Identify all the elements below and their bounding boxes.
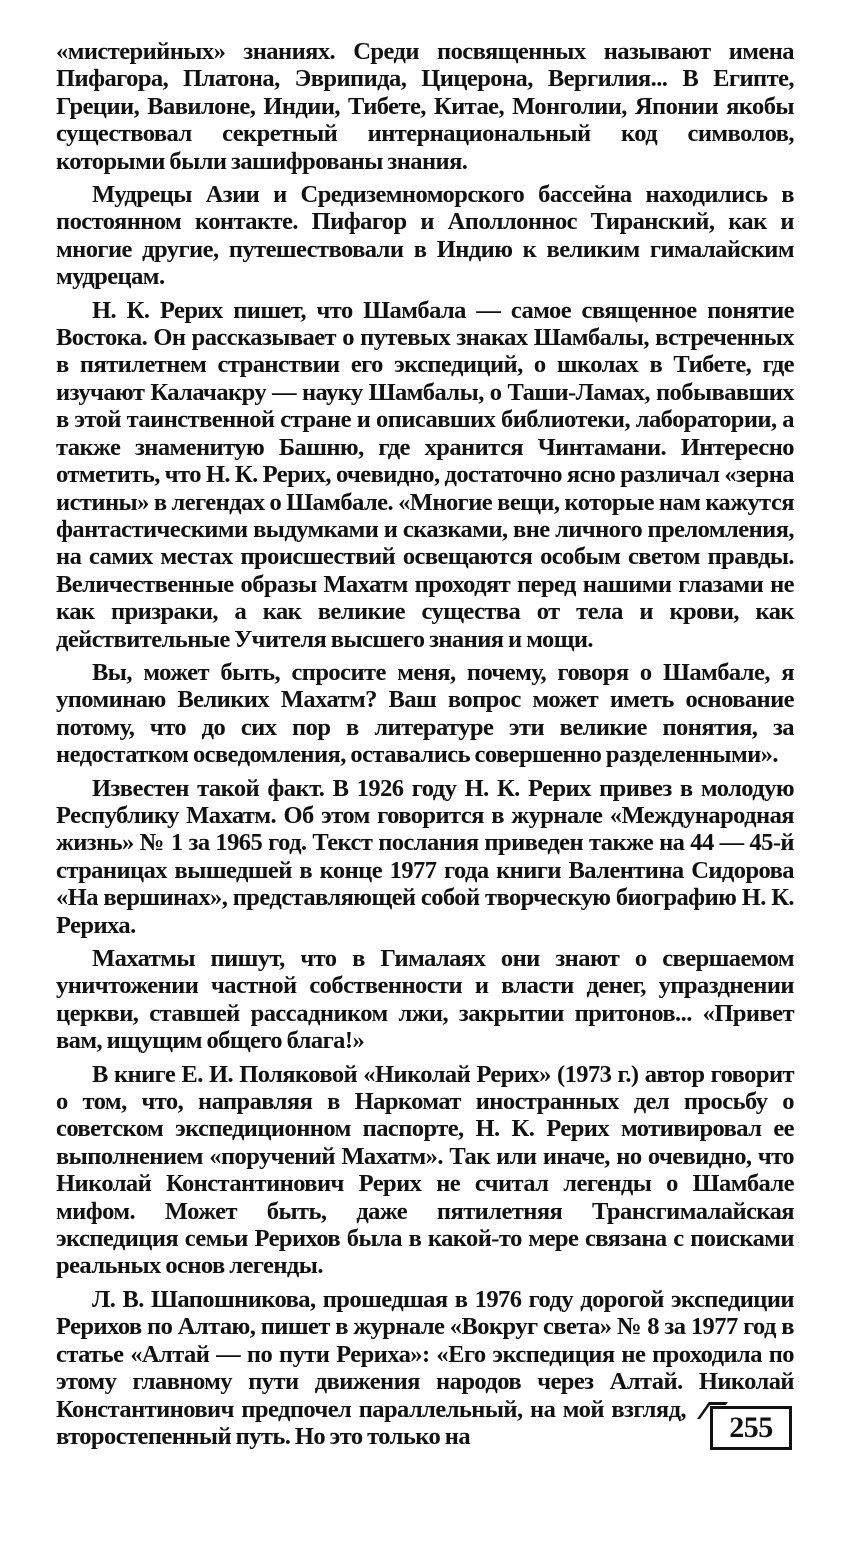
book-page — [56, 38, 794, 1452]
paragraph-4: Вы, может быть, спросите меня, почему, говоря о Шамбале, я упоминаю Великих Махатм? Ваш вопрос может иметь основание потому, что до сих пор в литературе эти великие понятия, за недостатком осведомления, оставались совершенно разделенными». — [56, 658, 794, 769]
paragraph-2: Мудрецы Азии и Средиземноморского бассейна находились в постоянном контакте. Пифагор и Аполлоннос Тиранский, как и многие другие, путешествовали в Индию к великим гималайским мудрецам. — [56, 181, 794, 291]
paragraph-8: Л. В. Шапошникова, прошедшая в 1976 году дорогой экспедиции Рерихов по Алтаю, пишет в журнале «Вокруг света» № 8 за 1977 год в статье «Алтай — по пути Рериха»: «Его экспедиция не проходила по этому главному пути движения народов через Алтай. Николай Константинович предпочел параллельный, на мой взгляд, второстепенный путь. Но это только на — [56, 1285, 794, 1450]
paragraph-1: «мистерийных» знаниях. Среди посвященных называют имена Пифагора, Платона, Эврипида, Цицерона, Вергилия... В Египте, Греции, Вавилоне, Индии, Тибете, Китае, Монголии, Японии якобы существовал секретный интернациональный код символов, которыми были зашифрованы знания. — [56, 38, 794, 175]
paragraph-7: В книге Е. И. Поляковой «Николай Рерих» (1973 г.) автор говорит о том, что, направляя в Наркомат иностранных дел просьбу о советском экспедиционном паспорте, Н. К. Рерих мотивировал ее выполнением «поручений Махатм». Так или иначе, но очевидно, что Николай Константинович Рерих не считал легенды о Шамбале мифом. Может быть, даже пятилетняя Трансгималайская экспедиция семьи Рерихов была в какой-то мере связана с поисками реальных основ легенды. — [56, 1060, 794, 1280]
paragraph-6: Махатмы пишут, что в Гималаях они знают о свершаемом уничтожении частной собственности и власти денег, упразднении церкви, ставшей рассадником лжи, закрытии притонов... «Привет вам, ищущим общего блага!» — [56, 945, 794, 1055]
last-paragraph-wrap — [56, 1286, 794, 1450]
paragraph-3: Н. К. Рерих пишет, что Шамбала — самое священное понятие Востока. Он рассказывает о путевых знаках Шамбалы, встреченных в пятилетнем странствии его экспедиций, о школах в Тибете, где изучают Калачакру — науку Шамбалы, о Таши-Ламах, побывавших в этой таинственной стране и описавших библиотеки, лаборатории, а также знаменитую Башню, где хранится Чинтамани. Интересно отметить, что Н. К. Рерих, очевидно, достаточно ясно различал «зерна истины» в легендах о Шамбале. «Многие вещи, которые нам кажутся фантастическими выдумками и сказками, вне личного преломления, на самих местах происшествий освещаются особым светом правды. Величественные образы Махатм проходят перед нашими глазами не как призраки, а как великие существа от тела и крови, как действительные Учителя высшего знания и мощи. — [56, 296, 794, 653]
paragraph-5: Известен такой факт. В 1926 году Н. К. Рерих привез в молодую Республику Махатм. Об этом говорится в журнале «Международная жизнь» № 1 за 1965 год. Текст послания приведен также на 44 — 45-й страницах вышедшей в конце 1977 года книги Валентина Сидорова «На вершинах», представляющей собой творческую биографию Н. К. Рериха. — [56, 774, 794, 939]
page-number-box: 255 — [710, 1406, 792, 1450]
